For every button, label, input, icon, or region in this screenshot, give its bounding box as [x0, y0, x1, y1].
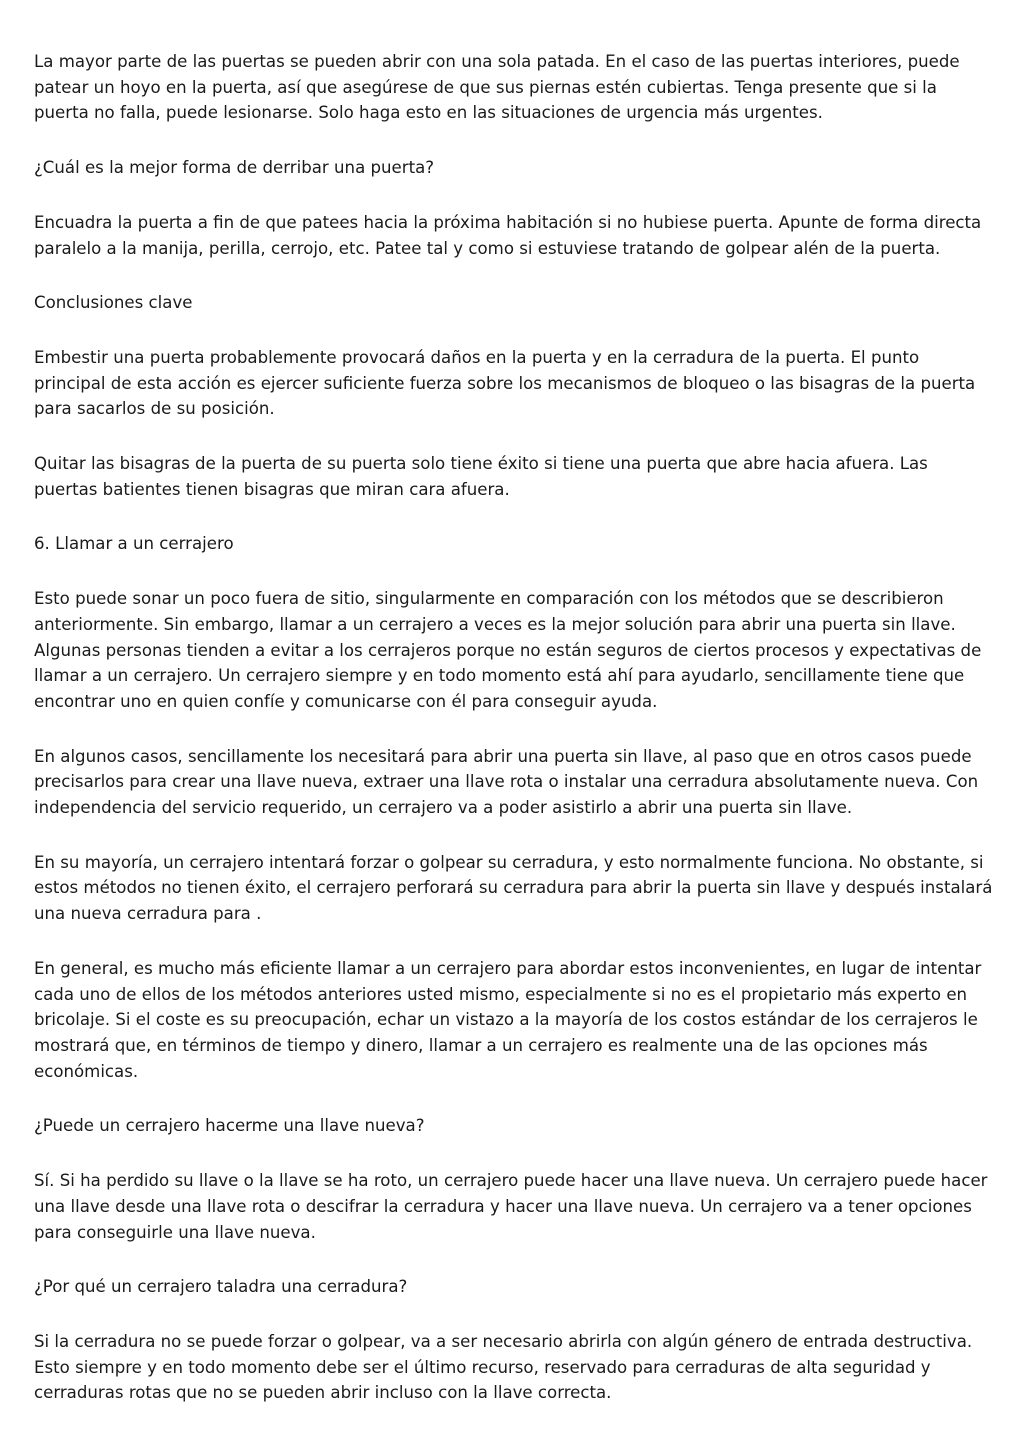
question-drill-lock: ¿Por qué un cerrajero taladra una cerradura?	[34, 1277, 408, 1297]
heading-call-locksmith: 6. Llamar a un cerrajero	[34, 534, 234, 554]
paragraph-remove-hinges: Quitar las bisagras de la puerta de su puerta solo tiene éxito si tiene una puerta que abre hacia afuera. Las puertas batientes tienen bisagras que miran cara afuera.	[34, 454, 928, 499]
paragraph-frame-door: Encuadra la puerta a fin de que patees hacia la próxima habitación si no hubiese puerta. Apunte de forma directa paralelo a la manija, perilla, cerrojo, etc. Patee tal y como si estuviese tratando de golpear alén de la puerta.	[34, 212, 982, 258]
heading-key-conclusions: Conclusiones clave	[34, 293, 193, 313]
paragraph-locksmith-cost: En general, es mucho más eficiente llamar a un cerrajero para abordar estos inconvenientes, en lugar de intentar cada uno de ellos de los métodos anteriores usted mismo, especialmente si no es el propietario más experto en bricolaje. Si el coste es su preocupación, echar un vistazo a la mayoría de los costos estándar de los cerrajeros le mostrará que, en términos de tiempo y dinero, llamar a un cerrajero es realmente una de las opciones más económicas.	[34, 958, 982, 1081]
paragraph-locksmith-intro: Esto puede sonar un poco fuera de sitio, singularmente en comparación con los métodos que se describieron anteriormente. Sin embargo, llamar a un cerrajero a veces es la mejor solución para abrir una puerta sin llave. Algunas personas tienden a evitar a los cerrajeros porque no están seguros de ciertos procesos y expectativas de llamar a un cerrajero. Un cerrajero siempre y en todo momento está ahí para ayudarlo, sencillamente tiene que encontrar uno en quien confíe y comunicarse con él para conseguir ayuda.	[34, 589, 982, 711]
document-body	[34, 49, 994, 1406]
paragraph-drill-lock-answer: Si la cerradura no se puede forzar o golpear, va a ser necesario abrirla con algún género de entrada destructiva. Esto siempre y en todo momento debe ser el último recurso, reservado para cerraduras de alta seguridad y cerraduras rotas que no se pueden abrir incluso con la llave correcta.	[34, 1331, 973, 1403]
question-best-way-break-door: ¿Cuál es la mejor forma de derribar una puerta?	[34, 158, 435, 178]
paragraph-locksmith-methods: En su mayoría, un cerrajero intentará forzar o golpear su cerradura, y esto normalmente funciona. No obstante, si estos métodos no tienen éxito, el cerrajero perforará su cerradura para abrir la puerta sin llave y después instalará una nueva cerradura para .	[34, 852, 993, 924]
paragraph-ram-door: Embestir una puerta probablemente provocará daños en la puerta y en la cerradura de la puerta. El punto principal de esta acción es ejercer suficiente fuerza sobre los mecanismos de bloqueo o las bisagras de la puerta para sacarlos de su posición.	[34, 347, 976, 419]
paragraph-kick-door: La mayor parte de las puertas se pueden abrir con una sola patada. En el caso de las puertas interiores, puede patear un hoyo en la puerta, así que asegúrese de que sus piernas estén cubiertas. Tenga presente que si la puerta no falla, puede lesionarse. Solo haga esto en las situaciones de urgencia más urgentes.	[34, 52, 960, 123]
paragraph-new-key-answer: Sí. Si ha perdido su llave o la llave se ha roto, un cerrajero puede hacer una llave nueva. Un cerrajero puede hacer una llave desde una llave rota o descifrar la cerradura y hacer una llave nueva. Un cerrajero va a tener opciones para conseguirle una llave nueva.	[34, 1171, 988, 1242]
paragraph-locksmith-cases: En algunos casos, sencillamente los necesitará para abrir una puerta sin llave, al paso que en otros casos puede precisarlos para crear una llave nueva, extraer una llave rota o instalar una cerradura absolutamente nueva. Con independencia del servicio requerido, un cerrajero va a poder asistirlo a abrir una puerta sin llave.	[34, 746, 979, 818]
question-new-key: ¿Puede un cerrajero hacerme una llave nueva?	[34, 1116, 425, 1136]
